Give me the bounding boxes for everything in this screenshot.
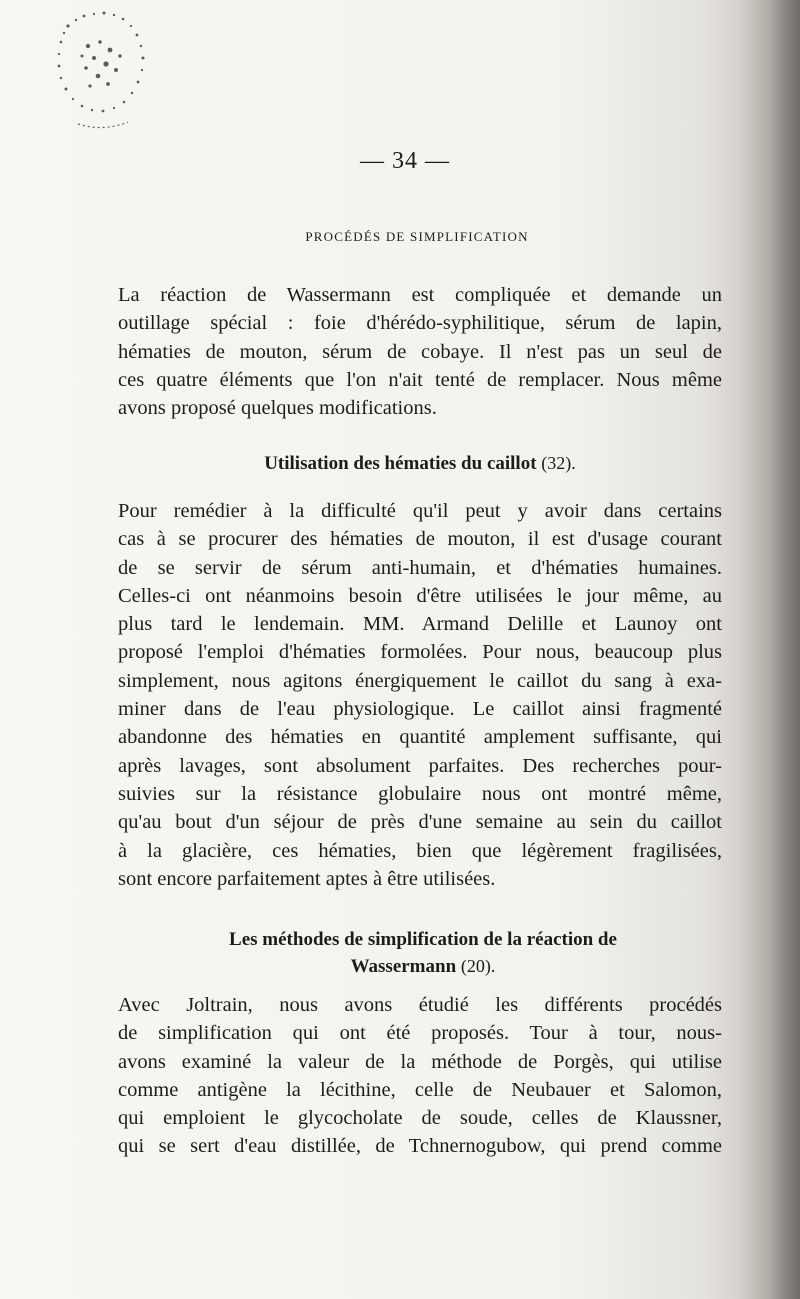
paragraph-intro (118, 281, 722, 422)
text-line: cas à se procurer des hématies de mouton, il est d'usage courant (118, 528, 722, 551)
text-line: sont encore parfaitement aptes à être utilisées. (118, 867, 496, 890)
text-line: avons proposé quelques modifications. (118, 397, 437, 420)
heading-methodes (140, 926, 706, 980)
page-number: — 34 — (360, 148, 450, 174)
paragraph-caillot (118, 497, 722, 893)
paragraph-methodes (118, 991, 722, 1161)
text-line: Pour remédier à la difficulté qu'il peut y avoir dans certains (118, 500, 722, 522)
text-line: Avec Joltrain, nous avons étudié les différents procédés (118, 994, 722, 1016)
text-line: plus tard le lendemain. MM. Armand Delille et Launoy ont (118, 613, 722, 636)
section-title: PROCÉDÉS DE SIMPLIFICATION (305, 229, 529, 244)
text-line: qui emploient le glycocholate de soude, celles de Klaussner, (118, 1107, 722, 1130)
library-stamp-icon (48, 6, 158, 136)
heading-text: Wassermann (350, 956, 457, 977)
text-line: avons examiné la valeur de la méthode de Porgès, qui utilise (118, 1050, 722, 1073)
text-line: simplement, nous agitons énergiquement le caillot du sang à exa- (118, 669, 722, 692)
text-line: La réaction de Wassermann est compliquée et demande un (118, 284, 722, 306)
text-line: comme antigène la lécithine, celle de Neubauer et Salomon, (118, 1078, 722, 1101)
heading-reference: (32). (541, 453, 576, 473)
text-line: miner dans de l'eau physiologique. Le caillot ainsi fragmenté (118, 698, 722, 721)
text-line: abandonne des hématies en quantité amplement suffisante, qui (118, 726, 722, 749)
text-line: de simplification qui ont été proposés. Tour à tour, nous- (118, 1022, 722, 1045)
heading-reference: (20). (460, 956, 496, 976)
heading-line-1: Les méthodes de simplification de la réaction de (229, 929, 617, 950)
text-line: proposé l'emploi d'hématies formolées. Pour nous, beaucoup plus (118, 641, 722, 664)
text-line: suivies sur la résistance globulaire nous ont montré même, (118, 782, 722, 805)
heading-text: Utilisation des hématies du caillot (264, 453, 537, 474)
text-line: ces quatre éléments que l'on n'ait tenté de remplacer. Nous même (118, 368, 722, 391)
text-line: Celles-ci ont néanmoins besoin d'être utilisées le jour même, au (118, 584, 722, 607)
text-line: outillage spécial : foie d'hérédo-syphilitique, sérum de lapin, (118, 312, 722, 335)
text-line: après lavages, sont absolument parfaites. Des recherches pour- (118, 754, 722, 777)
heading-utilisation (40, 453, 800, 475)
text-line: qu'au bout d'un séjour de près d'une semaine au sein du caillot (118, 811, 722, 834)
text-line: à la glacière, ces hématies, bien que légèrement fragilisées, (118, 839, 722, 862)
binding-shadow (740, 0, 800, 1299)
text-line: de se servir de sérum anti-humain, et d'hématies humaines. (118, 556, 722, 579)
text-line: qui se sert d'eau distillée, de Tchnernogubow, qui prend comme (118, 1135, 722, 1158)
text-line: hématies de mouton, sérum de cobaye. Il n'est pas un seul de (118, 340, 722, 363)
heading-line-2 (140, 953, 706, 980)
